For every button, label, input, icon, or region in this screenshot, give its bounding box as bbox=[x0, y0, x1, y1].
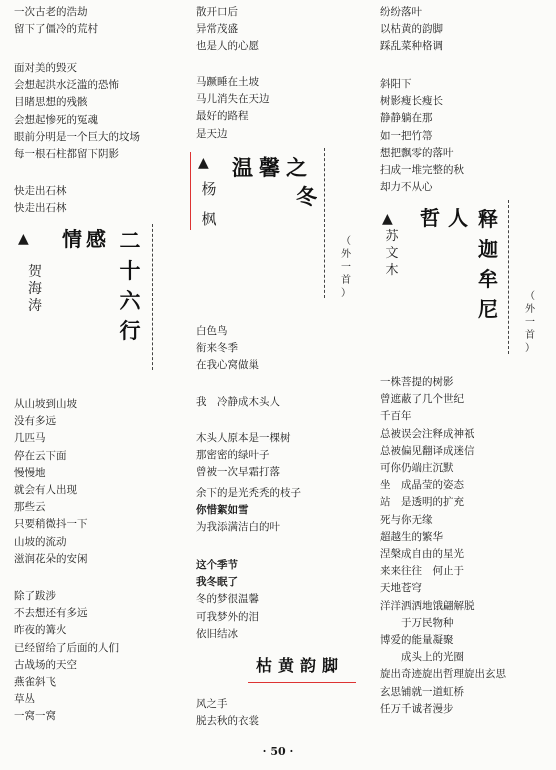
subtitle-char: 外 bbox=[525, 304, 535, 315]
poem-stanza bbox=[14, 396, 88, 568]
poem-subtitle bbox=[340, 235, 352, 300]
author-char: 杨 bbox=[201, 180, 217, 198]
title-char: 牟 bbox=[478, 267, 498, 291]
title-char: 释 bbox=[478, 207, 498, 231]
poem-title-part2 bbox=[118, 226, 142, 346]
title-char: 人 bbox=[448, 206, 468, 230]
poem-title-part1 bbox=[420, 206, 468, 230]
poem-line: 我 冷静成木头人 bbox=[196, 396, 280, 408]
poem-line: 会想起洪水泛滥的恐怖 bbox=[14, 79, 119, 92]
title-rule bbox=[508, 200, 509, 354]
poem-line: 是天边 bbox=[196, 127, 228, 140]
poem-line: 旋出奇迹旋出哲理旋出玄思 bbox=[380, 668, 506, 681]
poem-line: 慢慢地 bbox=[14, 466, 46, 479]
author-char: 涛 bbox=[28, 298, 42, 314]
poem-line: 总被误会注释成神祇 bbox=[380, 427, 475, 440]
subtitle-char: 首 bbox=[341, 275, 351, 286]
poem-line: 几匹马 bbox=[14, 432, 46, 445]
poem-title-part1 bbox=[62, 228, 106, 250]
poem-stanza bbox=[196, 696, 259, 730]
poem-author bbox=[200, 174, 218, 234]
poem-line: 扫成一堆完整的秋 bbox=[380, 164, 464, 177]
poem-line: 目睹思想的残骸 bbox=[14, 96, 88, 109]
poem-line: 那些云 bbox=[14, 501, 46, 514]
poem-line: 天地苍穹 bbox=[380, 582, 422, 595]
author-char: 贺 bbox=[28, 264, 42, 280]
poem-stanza bbox=[196, 430, 291, 482]
poem-line: 滋润花朵的安闲 bbox=[14, 552, 88, 565]
poem-line: 马蹶睡在土坡 bbox=[196, 76, 259, 88]
poem-line: 快走出石林 bbox=[14, 185, 67, 197]
poem-line: 以枯黄的韵脚 bbox=[380, 23, 443, 36]
poem-stanza bbox=[196, 4, 259, 56]
poem-line: 可我梦外的泪 bbox=[196, 610, 259, 623]
poem-line: 就会有人出现 bbox=[14, 484, 77, 497]
poem-stanza bbox=[196, 557, 259, 643]
poem-line: 可你仍端庄沉默 bbox=[380, 462, 454, 475]
poem-line: 这个季节 bbox=[196, 559, 238, 571]
poem-line: 山坡的流动 bbox=[14, 535, 67, 548]
poem-line: 想把飘零的落叶 bbox=[380, 146, 454, 159]
poem-line: 死与你无缘 bbox=[380, 513, 433, 526]
poem-line: 最好的路程 bbox=[196, 110, 249, 123]
author-char: 海 bbox=[28, 281, 42, 297]
poem-line: 也是人的心愿 bbox=[196, 40, 259, 53]
poem-line: 成头上的光圈 bbox=[380, 651, 464, 664]
poem-stanza bbox=[14, 4, 98, 38]
poem-line: 昨夜的篝火 bbox=[14, 624, 67, 637]
page-number: · 50 · bbox=[262, 745, 294, 758]
poem-line: 一次古老的浩劫 bbox=[14, 6, 88, 18]
poem-line: 会想起惨死的冤魂 bbox=[14, 113, 98, 126]
poem-line: 踩乱菜种格调 bbox=[380, 40, 443, 53]
poem-line: 只要稍微抖一下 bbox=[14, 518, 88, 531]
poem-line: 总被偏见翻译成迷信 bbox=[380, 444, 475, 457]
poem-line: 如一把竹箒 bbox=[380, 129, 433, 142]
poem-line: 已经留给了后面的人们 bbox=[14, 641, 119, 654]
poem-title-part2 bbox=[476, 204, 500, 324]
poem-line: 古战场的天空 bbox=[14, 658, 77, 671]
title-char: 情 bbox=[62, 227, 82, 251]
poem-stanza bbox=[14, 60, 140, 163]
poem-subtitle bbox=[524, 290, 536, 355]
poem-line: 洋洋洒洒地饿翩解脱 bbox=[380, 599, 475, 612]
poem-title-cont bbox=[296, 185, 317, 209]
subtitle-char: ） bbox=[525, 343, 535, 354]
poem-stanza bbox=[196, 323, 259, 375]
title-char: 感 bbox=[86, 227, 106, 251]
subtitle-char: （ bbox=[525, 291, 535, 302]
poem-line: 风之手 bbox=[196, 698, 228, 710]
poem-stanza bbox=[14, 588, 119, 726]
poem-stanza bbox=[196, 74, 270, 143]
poem-line: 从山坡到山坡 bbox=[14, 398, 77, 410]
title-char: 冬 bbox=[296, 184, 317, 209]
title-rule bbox=[324, 148, 325, 298]
poem-line: 脱去秋的衣裳 bbox=[196, 715, 259, 728]
poem-line: 眼前分明是一个巨大的坟场 bbox=[14, 130, 140, 143]
poem-line: 站 是透明的扩充 bbox=[380, 496, 464, 509]
poem-line: 木头人原本是一棵树 bbox=[196, 432, 291, 444]
poem-line: 异常茂盛 bbox=[196, 23, 238, 36]
poem-line: 不去想还有多远 bbox=[14, 607, 88, 620]
poem-line: 涅槃成自由的星光 bbox=[380, 548, 464, 561]
poem-line: 冬的梦很温馨 bbox=[196, 593, 259, 606]
poem-stanza bbox=[380, 76, 464, 196]
title-char: 迦 bbox=[478, 237, 498, 261]
title-char: 行 bbox=[119, 318, 141, 343]
poem-line: 在我心窝做巢 bbox=[196, 359, 259, 372]
section-subheading: 枯黄韵脚 bbox=[256, 656, 345, 675]
poem-line: 任万千诚者漫步 bbox=[380, 702, 454, 715]
triangle-marker-icon: ▲ bbox=[382, 211, 393, 227]
poem-line: 快走出石林 bbox=[14, 202, 67, 215]
poem-line: 来来往往 何止于 bbox=[380, 565, 464, 578]
poem-line: 树影瘦长瘦长 bbox=[380, 95, 443, 108]
poem-line: 依旧结冰 bbox=[196, 627, 238, 640]
poem-line: 白色鸟 bbox=[196, 325, 228, 337]
poem-line: 静静躺在那 bbox=[380, 112, 433, 125]
poem-line: 一株菩提的树影 bbox=[380, 376, 454, 388]
poem-stanza bbox=[196, 485, 301, 537]
poem-line: 却力不从心 bbox=[380, 181, 433, 194]
poem-line: 超越生的繁华 bbox=[380, 530, 443, 543]
poem-line: 面对美的毁灭 bbox=[14, 62, 77, 74]
poem-line: 博爱的能量凝聚 bbox=[380, 634, 454, 647]
poem-line: 一窝一窝 bbox=[14, 710, 56, 723]
poem-line: 玄思铺就一道虹桥 bbox=[380, 685, 464, 698]
author-char: 文 bbox=[385, 246, 399, 261]
subtitle-char: （ bbox=[341, 236, 351, 247]
author-char: 木 bbox=[385, 263, 399, 278]
poem-line: 留下了僵冷的荒村 bbox=[14, 23, 98, 36]
triangle-marker-icon: ▲ bbox=[18, 231, 29, 247]
poem-line: 曾遮蔽了几个世纪 bbox=[380, 393, 464, 406]
title-char: 尼 bbox=[478, 297, 498, 321]
poem-line: 衔来冬季 bbox=[196, 342, 238, 355]
subtitle-char: 一 bbox=[341, 262, 351, 273]
poem-line: 坐 成晶莹的姿态 bbox=[380, 479, 464, 492]
poem-stanza bbox=[380, 4, 443, 56]
title-char: 馨 bbox=[259, 155, 280, 180]
poem-stanza bbox=[380, 374, 506, 718]
poem-line: 余下的是光秃秃的枝子 bbox=[196, 487, 301, 499]
poem-line: 没有多远 bbox=[14, 415, 56, 428]
subtitle-char: 一 bbox=[525, 317, 535, 328]
poem-title bbox=[232, 156, 307, 180]
poem-line: 那密密的绿叶子 bbox=[196, 449, 270, 462]
subtitle-char: 首 bbox=[525, 330, 535, 341]
poem-author bbox=[384, 228, 400, 279]
triangle-marker-icon: ▲ bbox=[198, 155, 209, 171]
author-char: 苏 bbox=[385, 229, 399, 244]
title-char: 二 bbox=[119, 228, 141, 253]
subtitle-char: ） bbox=[341, 288, 351, 299]
title-char: 之 bbox=[286, 155, 307, 180]
subtitle-char: 外 bbox=[341, 249, 351, 260]
red-underline bbox=[248, 682, 356, 683]
title-rule bbox=[152, 224, 153, 370]
poem-line: 我冬眠了 bbox=[196, 576, 238, 589]
poem-line: 散开口后 bbox=[196, 6, 238, 18]
title-char: 哲 bbox=[420, 206, 440, 230]
poem-line: 斜阳下 bbox=[380, 78, 412, 90]
poem-line: 为我添满洁白的叶 bbox=[196, 521, 280, 534]
poem-line: 除了跋涉 bbox=[14, 590, 56, 602]
poem-line: 停在云下面 bbox=[14, 449, 67, 462]
poem-line: 每一根石柱都留下阴影 bbox=[14, 148, 119, 161]
poem-line: 千百年 bbox=[380, 410, 412, 423]
red-rule bbox=[190, 152, 191, 230]
title-char: 六 bbox=[119, 288, 141, 313]
poem-line: 马儿消失在天边 bbox=[196, 93, 270, 106]
poem-line: 纷纷落叶 bbox=[380, 6, 422, 18]
poem-line: 曾被一次早霜打落 bbox=[196, 466, 280, 479]
title-char: 温 bbox=[232, 155, 253, 180]
poem-stanza bbox=[196, 394, 280, 411]
title-char: 十 bbox=[119, 258, 141, 283]
poem-line: 燕雀斜飞 bbox=[14, 676, 56, 689]
poem-stanza bbox=[14, 183, 67, 217]
poem-line: 草丛 bbox=[14, 693, 35, 706]
poem-line: 于万民物种 bbox=[380, 616, 454, 629]
poem-line: 你惜絮如雪 bbox=[196, 504, 249, 517]
author-char: 枫 bbox=[201, 210, 217, 228]
poem-author bbox=[26, 264, 44, 315]
